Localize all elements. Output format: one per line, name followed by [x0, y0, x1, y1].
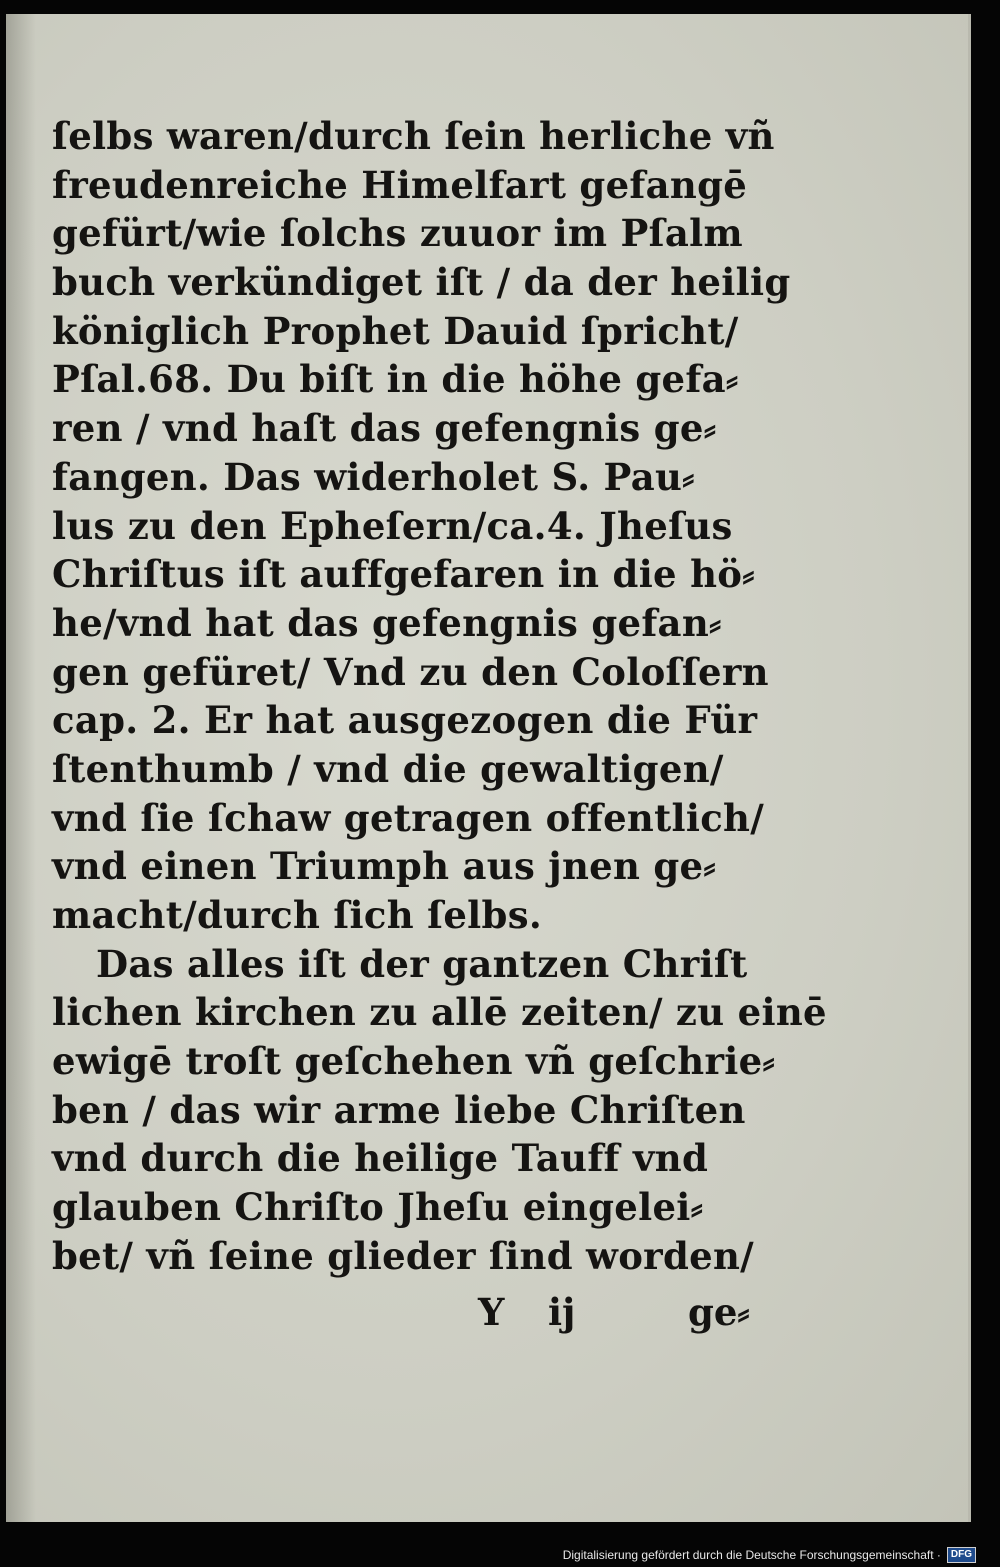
- text-line: königlich Prophet Dauid ſpricht/: [52, 308, 739, 353]
- text-line: Chriſtus iſt auffgefaren in die hö⸗: [52, 552, 755, 597]
- text-line: ren / vnd haſt das gefengnis ge⸗: [52, 406, 717, 451]
- text-line: vnd ſie ſchaw getragen offentlich/: [52, 795, 765, 840]
- text-line: vnd durch die heilige Tauff vnd: [52, 1136, 709, 1181]
- text-line: macht/durch ſich ſelbs.: [52, 893, 543, 937]
- text-line: Das alles iſt der gantzen Chriſt: [96, 941, 748, 986]
- dfg-logo: DFG: [947, 1547, 976, 1563]
- text-line: ben / das wir arme liebe Chriſten: [52, 1087, 746, 1132]
- catchword: ge⸗: [688, 1290, 750, 1334]
- text-line: lichen kirchen zu allē zeiten/ zu einē: [52, 990, 827, 1035]
- text-line: buch verkündiget iſt / da der heilig: [52, 260, 791, 305]
- signature-mark: Y: [478, 1290, 505, 1334]
- text-line: ſelbs waren/durch ſein herliche vñ: [52, 114, 775, 158]
- text-line: ewigē troſt geſchehen vñ geſchrie⸗: [52, 1039, 776, 1084]
- text-line: fangen. Das widerholet S. Pau⸗: [52, 454, 695, 499]
- text-line: Pſal.68. Du biſt in die höhe gefa⸗: [52, 357, 739, 402]
- page-text: [52, 112, 827, 1281]
- text-line: cap. 2. Er hat ausgezogen die Für: [52, 698, 758, 743]
- page-gutter-shadow: [6, 14, 36, 1522]
- signature-number: ij: [548, 1290, 576, 1334]
- text-line: he/vnd hat das gefengnis gefan⸗: [52, 600, 722, 645]
- text-line: gefürt/wie ſolchs zuuor im Pſalm: [52, 211, 743, 256]
- digitization-footer: [563, 1544, 976, 1566]
- text-line: vnd einen Triumph aus jnen ge⸗: [52, 844, 716, 889]
- text-line: gen gefüret/ Vnd zu den Coloſſern: [52, 649, 769, 694]
- text-line: ſtenthumb / vnd die gewaltigen/: [52, 746, 724, 791]
- text-line: bet/ vñ ſeine glieder ſind worden/: [52, 1233, 754, 1278]
- text-line: lus zu den Epheſern/ca.4. Jheſus: [52, 503, 733, 548]
- signature-line: [478, 1290, 768, 1340]
- text-line: glauben Chriſto Jheſu eingelei⸗: [52, 1185, 704, 1230]
- funding-credit: Digitalisierung gefördert durch die Deutsche Forschungsgemeinschaft ·: [562, 1548, 941, 1562]
- text-line: freudenreiche Himelfart gefangē: [52, 162, 748, 207]
